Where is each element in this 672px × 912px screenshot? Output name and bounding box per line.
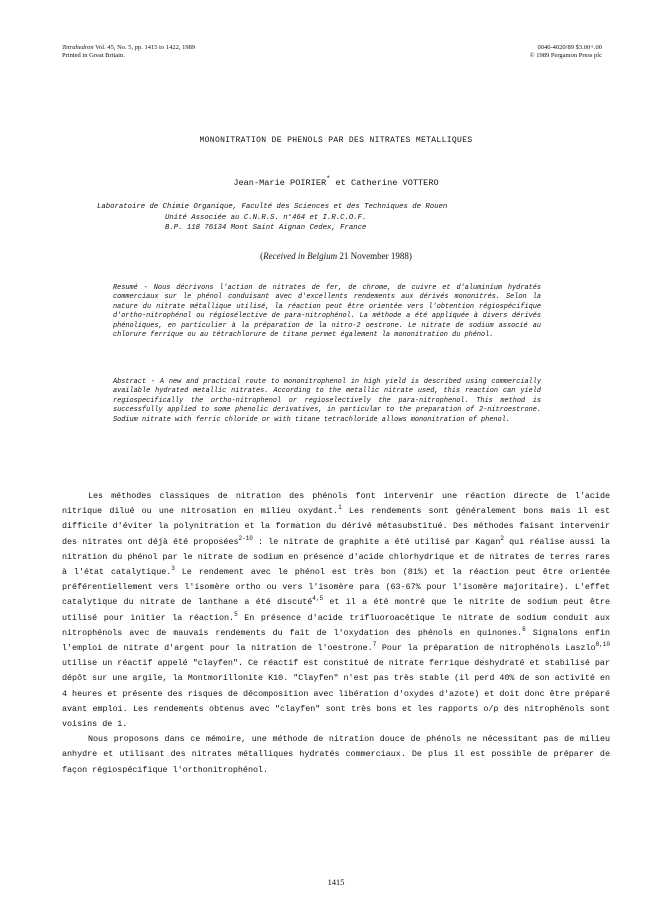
text-run: Les rendements sont généralement bons mais il est difficile d'éviter la polynitration et la formation du dérivé métasubstitué. Des méthodes faisant intervenir des nitrates ont déjà été proposées (62, 506, 611, 547)
paragraph-proposal: Nous proposons dans ce mémoire, une méthode de nitration douce de phénols ne nécessitant pas de milieu anhydre et utilisant des nitrates métalliques hydratés commerciaux. De plus il est possible de préparer de façon régiospécifique l'orthonitrophénol. (62, 734, 610, 775)
author-line (0, 176, 672, 188)
body-text (62, 489, 610, 778)
issn-price: 0040-4020/89 $3.00+.00 (537, 44, 602, 51)
journal-header-right (530, 44, 602, 60)
affiliation-line: Laboratoire de Chimie Organique, Faculté des Sciences et des Techniques de Rouen (97, 203, 448, 211)
received-date (0, 251, 672, 261)
citation-ref: 1 (338, 504, 342, 512)
text-run: Pour la préparation de nitrophénols Laszlo (376, 643, 596, 654)
paragraph-intro (62, 489, 610, 732)
text-run: Signalons enfin l'emploi de nitrate d'argent pour la nitration de l'oestrone. (62, 627, 610, 654)
citation-details: Vol. 45, No. 5, pp. 1415 to 1422, 1989 (93, 44, 196, 51)
received-open: ( (260, 251, 264, 261)
abstract-english: Abstract - A new and practical route to mononitrophenol in high yield is described using commercially available hydrated metallic nitrates. According to the metallic nitrate used, this reaction can yield regiospecifically the ortho-nitrophenol or regioselectively the para-nitrophenol. This method is successfully applied to some phenolic derivatives, in particular to the preparation of 2-nitroestrone. Sodium nitrate with ferric chloride or with titane tetrachloride allows mononitration of phenol. (113, 378, 541, 424)
printed-line: Printed in Great Britain. (62, 52, 125, 59)
text-run: En présence d'acide trifluoroacétique le nitrate de sodium conduit aux nitrophénols avec de mauvais rendements du fait de l'oxydation des phénols en quinones. (62, 612, 610, 638)
received-label: Received in Belgium (263, 251, 338, 261)
journal-name: Tetrahedron (62, 44, 94, 51)
text-run: : le nitrate de graphite a été utilisé par Kagan (252, 536, 501, 547)
resume-french: Resumé - Nous décrivons l'action de nitrates de fer, de chrome, de cuivre et d'aluminium hydratés commerciaux sur le phénol conduisant avec d'excellents rendements aux dérivés mononitrés. Selon la nature du nitrate métallique utilisé, la réaction peut être orientée vers l'obtention régiospécifique d'ortho-nitrophénol ou régiosélective de para-nitrophénol. La méthode a été appliquée à divers dérivés phénoliques, en particulier à la préparation de la nitro-2 oestrone. Le nitrate de sodium associé au chlorure ferrique ou au tétrachlorure de titane permet également la mononitration du phénol. (113, 284, 541, 340)
citation-ref: 8,10 (595, 641, 610, 649)
affiliation-line: B.P. 118 76134 Mont Saint Aignan Cedex, France (165, 224, 367, 232)
text-run: Les méthodes classiques de nitration des phénols font intervenir une réaction directe de l'acide nitrique dilué ou une nitrosation en milieu oxydant. (62, 491, 610, 517)
text-run: qui réalise aussi la nitration du phénol par le nitrate de sodium en présence d'acide chlorhydrique et de nitrates de terres rares à l'état catalytique. (62, 536, 611, 578)
author-first: Jean-Marie POIRIER (233, 177, 327, 188)
citation-ref: 5 (234, 610, 238, 618)
citation-ref: 2 (500, 534, 504, 542)
text-run: Le rendement avec le phénol est très bon (81%) et la réaction peut être orientée préférentiellement vers l'isomère ortho ou vers l'isomère para (63-67% pour l'isomère majoritaire). L'effet catalytique du nitrate de lanthane a été discuté (62, 567, 610, 608)
citation-ref: 2-10 (238, 534, 253, 542)
citation-ref: 7 (372, 641, 377, 649)
received-day: 21 November 1988) (337, 251, 412, 261)
affiliation (97, 202, 447, 234)
page-number: 1415 (327, 878, 345, 887)
copyright-line: © 1989 Pergamon Press plc (529, 52, 602, 59)
corresponding-mark: * (326, 176, 331, 184)
author-rest: et Catherine VOTTERO (330, 177, 439, 188)
text-run: utilise un réactif appelé "clayfen". Ce réactif est constitué de nitrate ferrique deshydraté et stabilisé par dépôt sur une argile, la Montmorillonite K10. "Clayfen" n'est pas très stable (il perd 40% de son activité en 4 heures et présente des risques de décomposition avec libération d'oxydes d'azote) et doit donc être préparé avant emploi. Les rendements obtenus avec "clayfen" sont très bons et les rapports o/p des nitrophénols sont voisins de 1. (62, 658, 610, 730)
citation-ref: 3 (171, 565, 175, 573)
citation-ref: 4,5 (312, 595, 324, 603)
paper-title: MONONITRATION DE PHENOLS PAR DES NITRATES METALLIQUES (199, 136, 473, 145)
text-run: et il a été montré que le nitrite de sodium peut être utilisé pour initier la réaction. (62, 597, 610, 623)
citation-ref: 6 (522, 626, 526, 634)
journal-header-left (62, 44, 195, 60)
affiliation-line: Unité Associée au C.N.R.S. n°464 et I.R.C.O.F. (165, 213, 367, 222)
citation-line (62, 44, 195, 52)
